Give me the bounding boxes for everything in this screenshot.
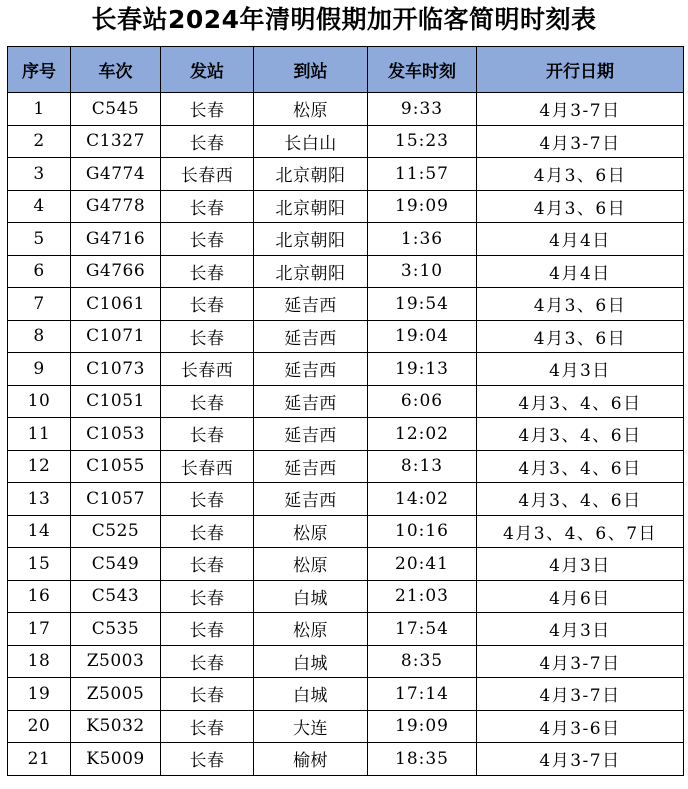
train-number: Z5003 bbox=[71, 645, 161, 678]
arrival-station: 延吉西 bbox=[254, 418, 368, 451]
train-number: G4774 bbox=[71, 158, 161, 191]
header-operating-dates: 开行日期 bbox=[477, 47, 684, 93]
operating-dates: 4月6日 bbox=[477, 580, 684, 613]
operating-dates: 4月3-7日 bbox=[477, 743, 684, 776]
arrival-station: 北京朝阳 bbox=[254, 223, 368, 256]
row-index: 21 bbox=[8, 743, 71, 776]
train-number: G4778 bbox=[71, 190, 161, 223]
header-train-number: 车次 bbox=[71, 47, 161, 93]
operating-dates: 4月3日 bbox=[477, 548, 684, 581]
operating-dates: 4月3、4、6日 bbox=[477, 385, 684, 418]
row-index: 12 bbox=[8, 450, 71, 483]
train-number: G4716 bbox=[71, 223, 161, 256]
train-number: C549 bbox=[71, 548, 161, 581]
train-number: C1327 bbox=[71, 125, 161, 158]
row-index: 16 bbox=[8, 580, 71, 613]
departure-station: 长春 bbox=[161, 743, 254, 776]
operating-dates: 4月3、6日 bbox=[477, 320, 684, 353]
train-number: C535 bbox=[71, 613, 161, 646]
departure-time: 19:13 bbox=[368, 353, 477, 386]
departure-station: 长春 bbox=[161, 580, 254, 613]
train-number: G4766 bbox=[71, 255, 161, 288]
arrival-station: 延吉西 bbox=[254, 385, 368, 418]
row-index: 14 bbox=[8, 515, 71, 548]
departure-time: 21:03 bbox=[368, 580, 477, 613]
table-row bbox=[8, 385, 684, 418]
row-index: 5 bbox=[8, 223, 71, 256]
row-index: 4 bbox=[8, 190, 71, 223]
row-index: 9 bbox=[8, 353, 71, 386]
header-arrival-station: 到站 bbox=[254, 47, 368, 93]
arrival-station: 松原 bbox=[254, 548, 368, 581]
departure-time: 8:35 bbox=[368, 645, 477, 678]
departure-station: 长春 bbox=[161, 288, 254, 321]
departure-station: 长春 bbox=[161, 385, 254, 418]
table-row bbox=[8, 515, 684, 548]
operating-dates: 4月3、4、6、7日 bbox=[477, 515, 684, 548]
train-number: K5032 bbox=[71, 710, 161, 743]
departure-station: 长春西 bbox=[161, 353, 254, 386]
departure-station: 长春 bbox=[161, 223, 254, 256]
header-departure-station: 发站 bbox=[161, 47, 254, 93]
row-index: 17 bbox=[8, 613, 71, 646]
table-row bbox=[8, 158, 684, 191]
table-row bbox=[8, 320, 684, 353]
departure-station: 长春西 bbox=[161, 158, 254, 191]
operating-dates: 4月3-7日 bbox=[477, 125, 684, 158]
train-number: C1053 bbox=[71, 418, 161, 451]
operating-dates: 4月3-7日 bbox=[477, 645, 684, 678]
table-row bbox=[8, 450, 684, 483]
departure-station: 长春 bbox=[161, 125, 254, 158]
operating-dates: 4月4日 bbox=[477, 255, 684, 288]
departure-time: 15:23 bbox=[368, 125, 477, 158]
departure-station: 长春 bbox=[161, 320, 254, 353]
row-index: 11 bbox=[8, 418, 71, 451]
row-index: 3 bbox=[8, 158, 71, 191]
table-row bbox=[8, 710, 684, 743]
table-row bbox=[8, 125, 684, 158]
header-index: 序号 bbox=[8, 47, 71, 93]
table-row bbox=[8, 613, 684, 646]
row-index: 10 bbox=[8, 385, 71, 418]
departure-time: 17:54 bbox=[368, 613, 477, 646]
departure-time: 20:41 bbox=[368, 548, 477, 581]
arrival-station: 北京朝阳 bbox=[254, 158, 368, 191]
departure-station: 长春 bbox=[161, 548, 254, 581]
table-row bbox=[8, 678, 684, 711]
departure-station: 长春 bbox=[161, 418, 254, 451]
table-row bbox=[8, 418, 684, 451]
train-number: C1051 bbox=[71, 385, 161, 418]
operating-dates: 4月3-7日 bbox=[477, 93, 684, 126]
departure-time: 1:36 bbox=[368, 223, 477, 256]
arrival-station: 延吉西 bbox=[254, 320, 368, 353]
departure-station: 长春 bbox=[161, 710, 254, 743]
row-index: 2 bbox=[8, 125, 71, 158]
departure-time: 17:14 bbox=[368, 678, 477, 711]
arrival-station: 延吉西 bbox=[254, 450, 368, 483]
row-index: 15 bbox=[8, 548, 71, 581]
table-body bbox=[8, 93, 684, 776]
arrival-station: 松原 bbox=[254, 515, 368, 548]
train-number: Z5005 bbox=[71, 678, 161, 711]
departure-time: 6:06 bbox=[368, 385, 477, 418]
table-row bbox=[8, 580, 684, 613]
train-number: C545 bbox=[71, 93, 161, 126]
table-row bbox=[8, 743, 684, 776]
departure-time: 18:35 bbox=[368, 743, 477, 776]
table-row bbox=[8, 93, 684, 126]
row-index: 7 bbox=[8, 288, 71, 321]
table-row bbox=[8, 288, 684, 321]
departure-station: 长春 bbox=[161, 93, 254, 126]
row-index: 18 bbox=[8, 645, 71, 678]
row-index: 19 bbox=[8, 678, 71, 711]
arrival-station: 白城 bbox=[254, 678, 368, 711]
operating-dates: 4月3日 bbox=[477, 353, 684, 386]
arrival-station: 延吉西 bbox=[254, 483, 368, 516]
row-index: 13 bbox=[8, 483, 71, 516]
departure-station: 长春 bbox=[161, 190, 254, 223]
table-row bbox=[8, 548, 684, 581]
departure-station: 长春 bbox=[161, 483, 254, 516]
arrival-station: 北京朝阳 bbox=[254, 190, 368, 223]
row-index: 1 bbox=[8, 93, 71, 126]
table-row bbox=[8, 190, 684, 223]
train-number: C525 bbox=[71, 515, 161, 548]
train-number: K5009 bbox=[71, 743, 161, 776]
train-number: C1061 bbox=[71, 288, 161, 321]
operating-dates: 4月3、6日 bbox=[477, 190, 684, 223]
arrival-station: 榆树 bbox=[254, 743, 368, 776]
arrival-station: 长白山 bbox=[254, 125, 368, 158]
departure-time: 8:13 bbox=[368, 450, 477, 483]
header-row bbox=[8, 47, 684, 93]
departure-station: 长春西 bbox=[161, 450, 254, 483]
arrival-station: 白城 bbox=[254, 580, 368, 613]
row-index: 8 bbox=[8, 320, 71, 353]
departure-time: 19:04 bbox=[368, 320, 477, 353]
arrival-station: 白城 bbox=[254, 645, 368, 678]
departure-time: 12:02 bbox=[368, 418, 477, 451]
row-index: 20 bbox=[8, 710, 71, 743]
table-row bbox=[8, 255, 684, 288]
departure-time: 9:33 bbox=[368, 93, 477, 126]
operating-dates: 4月3-6日 bbox=[477, 710, 684, 743]
train-number: C1071 bbox=[71, 320, 161, 353]
header-departure-time: 发车时刻 bbox=[368, 47, 477, 93]
page-title: 长春站2024年清明假期加开临客简明时刻表 bbox=[91, 5, 597, 34]
arrival-station: 松原 bbox=[254, 613, 368, 646]
departure-station: 长春 bbox=[161, 678, 254, 711]
departure-time: 11:57 bbox=[368, 158, 477, 191]
train-number: C1073 bbox=[71, 353, 161, 386]
operating-dates: 4月3、4、6日 bbox=[477, 483, 684, 516]
arrival-station: 北京朝阳 bbox=[254, 255, 368, 288]
departure-time: 3:10 bbox=[368, 255, 477, 288]
train-number: C1057 bbox=[71, 483, 161, 516]
table-row bbox=[8, 353, 684, 386]
operating-dates: 4月3日 bbox=[477, 613, 684, 646]
arrival-station: 延吉西 bbox=[254, 353, 368, 386]
operating-dates: 4月3、4、6日 bbox=[477, 450, 684, 483]
arrival-station: 大连 bbox=[254, 710, 368, 743]
departure-station: 长春 bbox=[161, 645, 254, 678]
departure-station: 长春 bbox=[161, 255, 254, 288]
departure-time: 14:02 bbox=[368, 483, 477, 516]
departure-station: 长春 bbox=[161, 515, 254, 548]
operating-dates: 4月3、4、6日 bbox=[477, 418, 684, 451]
operating-dates: 4月3、6日 bbox=[477, 158, 684, 191]
departure-time: 19:09 bbox=[368, 190, 477, 223]
departure-station: 长春 bbox=[161, 613, 254, 646]
departure-time: 10:16 bbox=[368, 515, 477, 548]
arrival-station: 松原 bbox=[254, 93, 368, 126]
table-row bbox=[8, 483, 684, 516]
operating-dates: 4月3-7日 bbox=[477, 678, 684, 711]
table-row bbox=[8, 223, 684, 256]
timetable bbox=[7, 46, 684, 776]
train-number: C543 bbox=[71, 580, 161, 613]
train-number: C1055 bbox=[71, 450, 161, 483]
departure-time: 19:54 bbox=[368, 288, 477, 321]
operating-dates: 4月3、6日 bbox=[477, 288, 684, 321]
row-index: 6 bbox=[8, 255, 71, 288]
arrival-station: 延吉西 bbox=[254, 288, 368, 321]
operating-dates: 4月4日 bbox=[477, 223, 684, 256]
table-row bbox=[8, 645, 684, 678]
departure-time: 19:09 bbox=[368, 710, 477, 743]
